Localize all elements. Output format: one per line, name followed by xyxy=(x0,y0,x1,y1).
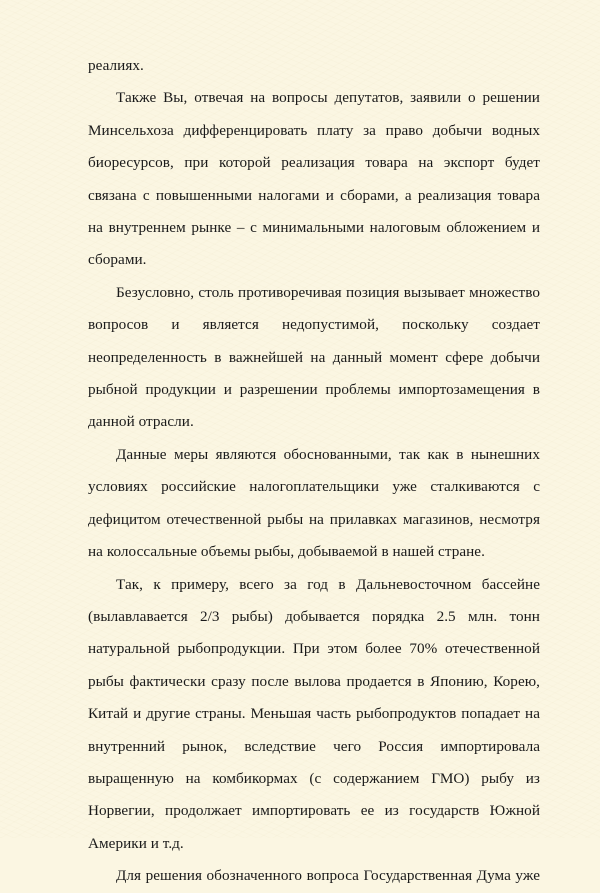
paragraph-contradictory-position: Безусловно, столь противоречивая позиция вызывает множество вопросов и является недопустимой, поскольку создает неопределенность в важнейшей на данный момент сфере добычи рыбной продукции и разрешении проблемы импортозамещения в данной отрасли. xyxy=(88,283,540,431)
paragraph-measures-justified: Данные меры являются обоснованными, так как в нынешних условиях российские налогоплательщики уже сталкиваются с дефицитом отечественной рыбы на прилавках магазинов, несмотря на колоссальные объемы рыбы, добываемой в нашей стране. xyxy=(88,445,540,561)
paragraph-far-east-example: Так, к примеру, всего за год в Дальневосточном бассейне (вылавлавается 2/3 рыбы) добывается порядка 2.5 млн. тонн натуральной рыбопродукции. При этом более 70% отечественной рыбы фактически сразу после вылова продается в Японию, Корею, Китай и другие страны. Меньшая часть рыбопродуктов попадает на внутренний рынок, вследствие чего Россия импортировала выращенную на комбикормах (с содержанием ГМО) рыбу из Норвегии, продолжает импортировать ее из государств Южной Америки и т.д. xyxy=(88,575,540,852)
paragraph-state-duma: Для решения обозначенного вопроса Государственная Дума уже xyxy=(116,867,540,885)
paragraph-continuation: реалиях. xyxy=(88,57,144,74)
paragraph-ministry-decision: Также Вы, отвечая на вопросы депутатов, заявили о решении Минсельхоза дифференцировать плату за право добычи водных биоресурсов, при которой реализация товара на экспорт будет связана с повышенными налогами и сборами, а реализация товара на внутреннем рынке – с минимальными налоговым обложением и сборами. xyxy=(88,89,540,269)
